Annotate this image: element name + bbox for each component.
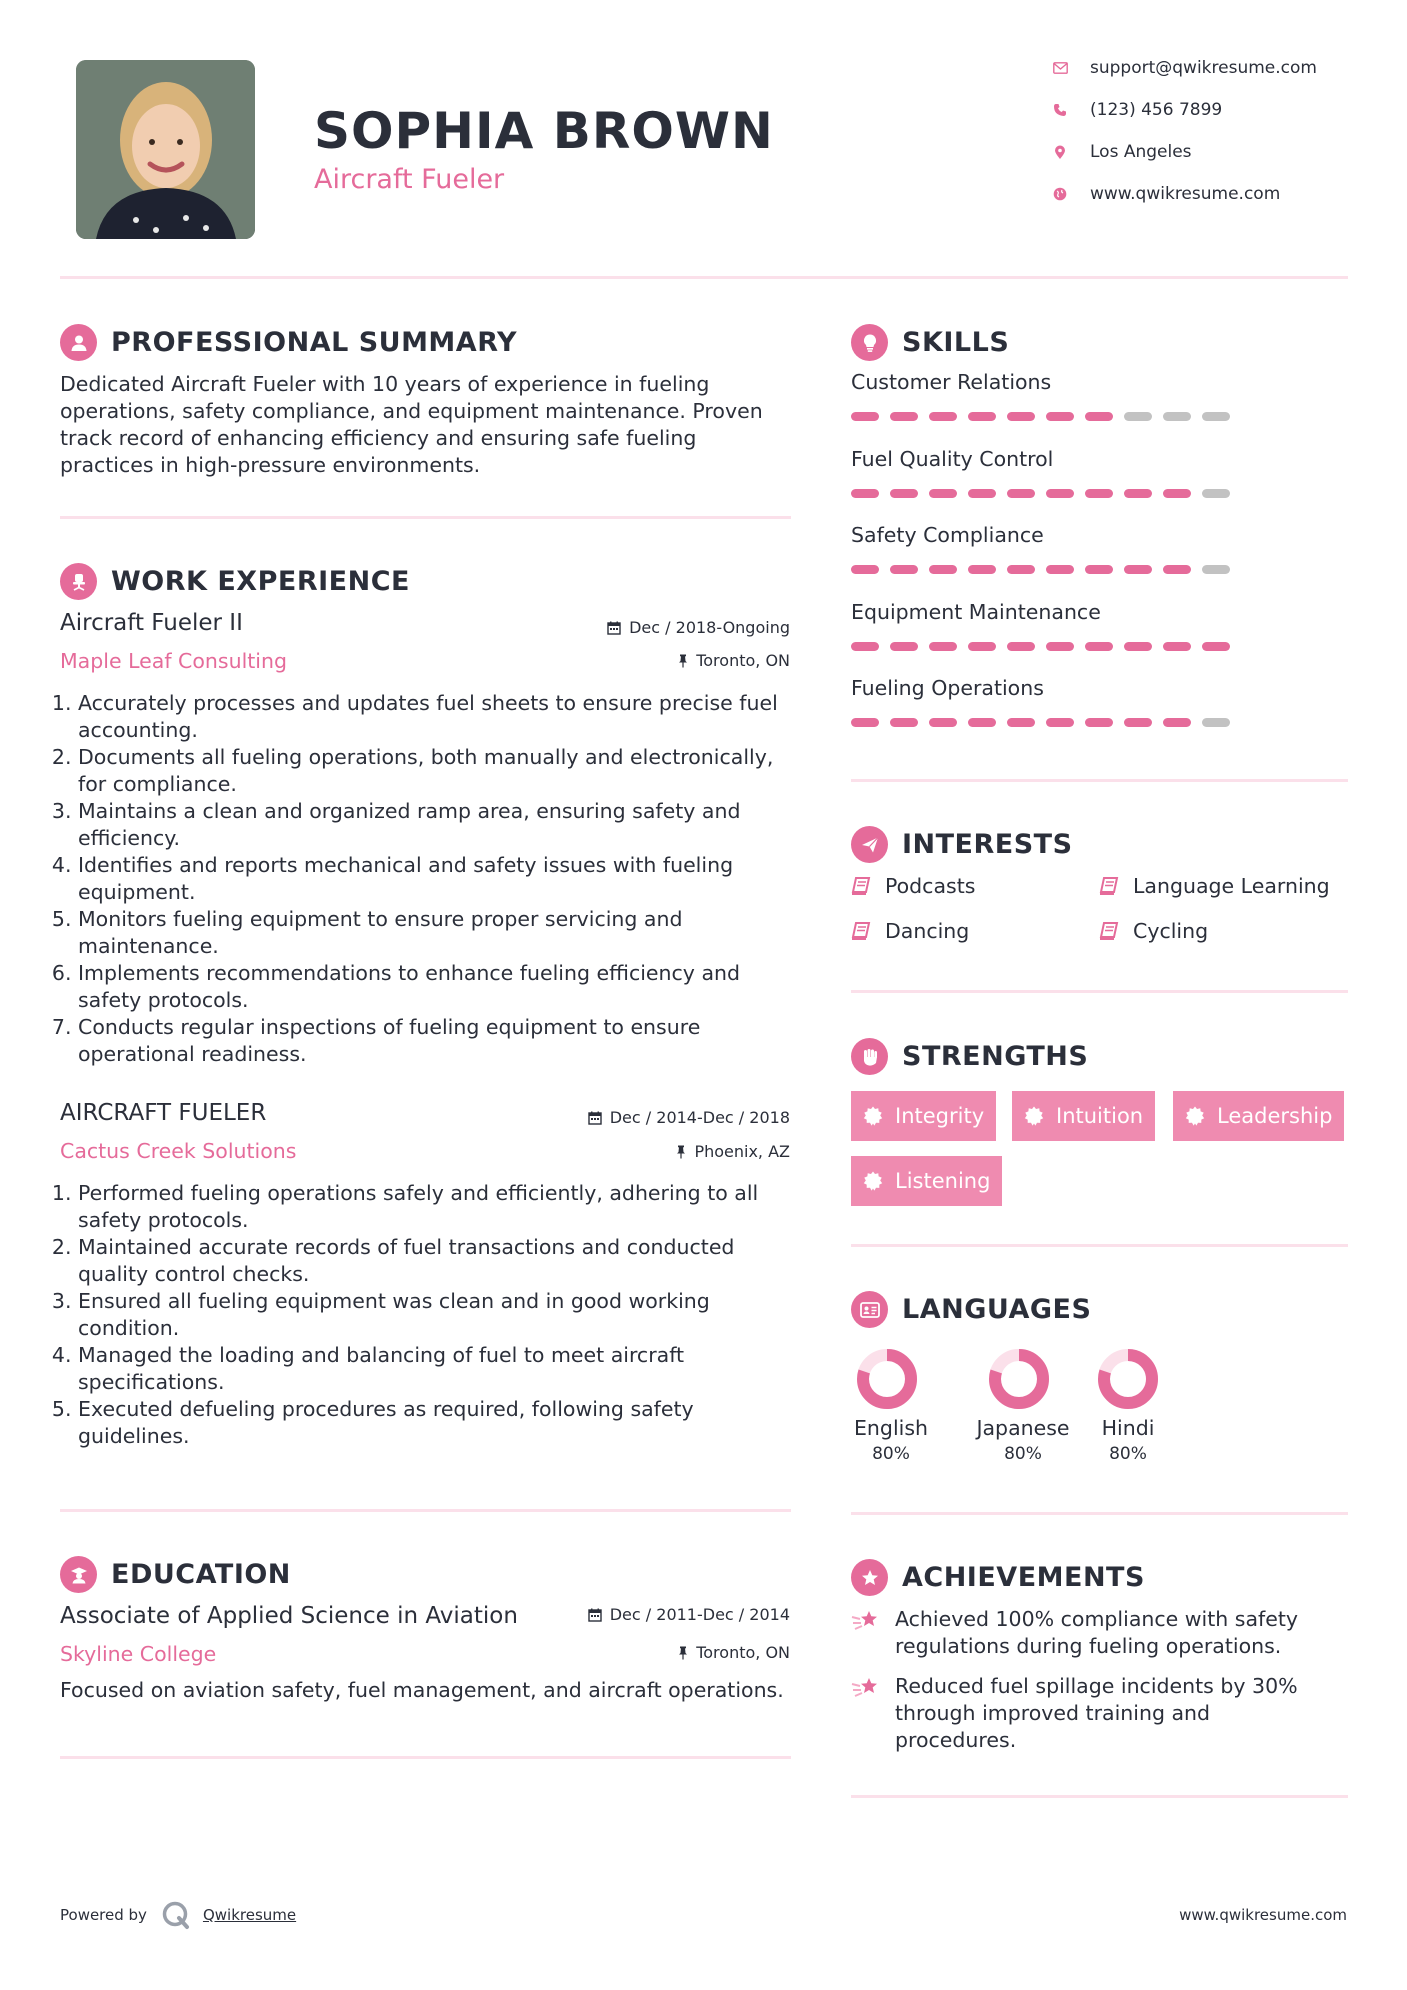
skill-name: Customer Relations [851, 370, 1052, 394]
badge-icon [1185, 1106, 1205, 1126]
achievement-item [851, 1673, 1321, 1754]
skill-dash-filled [1202, 642, 1230, 651]
candidate-name: SOPHIA BROWN [314, 102, 774, 160]
strength-label: Listening [895, 1169, 991, 1193]
summary-line: practices in high-pressure environments. [60, 453, 481, 477]
education-degree: Associate of Applied Science in Aviation [60, 1603, 518, 1629]
person-icon [60, 324, 97, 361]
contact-website-text[interactable]: www.qwikresume.com [1090, 184, 1281, 204]
id-card-icon [851, 1291, 888, 1328]
shooting-star-icon [851, 1609, 881, 1660]
interests-heading [851, 826, 1073, 863]
achievements-divider [851, 1795, 1348, 1798]
paper-plane-icon [851, 826, 888, 863]
language-name: English [853, 1416, 929, 1440]
education-divider [60, 1756, 791, 1759]
education-location-text: Toronto, ON [696, 1643, 790, 1662]
duty-item: 7. Conducts regular inspections of fueling equipment to ensure operational readiness. [78, 1014, 800, 1068]
job-2-location-text: Phoenix, AZ [694, 1142, 790, 1161]
duty-item: 3. Maintains a clean and organized ramp area, ensuring safety and efficiency. [78, 798, 800, 852]
language-percent: 80% [1004, 1444, 1042, 1464]
interest-item [851, 874, 975, 898]
skill-dash-filled [890, 565, 918, 574]
skills-heading [851, 324, 1009, 361]
language-item [1100, 1346, 1156, 1464]
duty-item: 2. Maintained accurate records of fuel transactions and conducted quality control checks. [78, 1234, 800, 1288]
duty-item: 1. Performed fueling operations safely and efficiently, adhering to all safety protocols. [78, 1180, 800, 1234]
skill-dash-empty [1202, 718, 1230, 727]
skill-dash-filled [929, 718, 957, 727]
language-percent: 80% [1109, 1444, 1147, 1464]
lightbulb-icon [851, 324, 888, 361]
pushpin-icon [676, 1145, 686, 1159]
skill-dash-filled [890, 489, 918, 498]
language-name: Hindi [1101, 1416, 1155, 1440]
skill-dash-filled [968, 565, 996, 574]
strength-label: Integrity [895, 1104, 985, 1128]
strength-chip [851, 1156, 1002, 1206]
raised-fist-icon [851, 1038, 888, 1075]
interests-heading-label: INTERESTS [902, 829, 1073, 860]
interests-divider [851, 990, 1348, 993]
job-2-company: Cactus Creek Solutions [60, 1139, 297, 1163]
job-2-location [676, 1142, 790, 1161]
badge-icon [863, 1171, 883, 1191]
skill-dash-empty [1202, 489, 1230, 498]
interest-label: Dancing [885, 919, 970, 943]
strength-chip [1012, 1091, 1155, 1141]
skill-dash-filled [1007, 642, 1035, 651]
skill-dash-filled [1046, 565, 1074, 574]
skill-dash-filled [1085, 718, 1113, 727]
job-2-role: AIRCRAFT FUELER [60, 1100, 267, 1126]
interest-item [1099, 919, 1208, 943]
strength-chip [851, 1091, 996, 1141]
skill-dash-filled [929, 489, 957, 498]
job-1-dates [607, 618, 790, 637]
skill-dash-filled [1085, 412, 1113, 421]
skill-dash-filled [1007, 718, 1035, 727]
skill-dash-filled [1163, 718, 1191, 727]
interest-label: Language Learning [1133, 874, 1330, 898]
strength-label: Intuition [1056, 1104, 1144, 1128]
achievement-line: Reduced fuel spillage incidents by 30% [895, 1674, 1298, 1698]
education-dates [588, 1605, 790, 1624]
skill-dash-filled [968, 642, 996, 651]
job-2-dates [588, 1108, 790, 1127]
badge-icon [863, 1106, 883, 1126]
skill-dash-filled [890, 718, 918, 727]
achievements-heading [851, 1559, 1145, 1596]
skill-row [851, 370, 1241, 421]
education-dates-text: Dec / 2011-Dec / 2014 [609, 1605, 790, 1624]
language-gauge [983, 1346, 1063, 1412]
skill-dash-filled [1124, 642, 1152, 651]
skill-rating-bar [851, 642, 1241, 651]
skill-dash-filled [968, 489, 996, 498]
job-2-duties [60, 1180, 800, 1450]
shooting-star-icon [851, 1676, 881, 1754]
education-heading [60, 1556, 291, 1593]
skill-name: Equipment Maintenance [851, 599, 1101, 624]
languages-divider [851, 1512, 1348, 1515]
languages-heading [851, 1291, 1091, 1328]
education-heading-label: EDUCATION [111, 1559, 291, 1590]
office-chair-icon [60, 563, 97, 600]
education-school: Skyline College [60, 1642, 217, 1666]
pushpin-icon [678, 654, 688, 668]
header-divider [60, 276, 1348, 279]
skill-row [851, 676, 1241, 727]
skill-dash-filled [1124, 565, 1152, 574]
summary-line: track record of enhancing efficiency and ensuring safe fueling [60, 426, 697, 450]
strengths-heading-label: STRENGTHS [902, 1041, 1089, 1072]
job-1-dates-text: Dec / 2018-Ongoing [629, 618, 790, 637]
skill-dash-empty [1163, 412, 1191, 421]
qwikresume-logo-icon [161, 1900, 191, 1930]
achievement-line: through improved training and [895, 1701, 1211, 1725]
skill-dash-filled [1007, 565, 1035, 574]
skill-dash-filled [1163, 489, 1191, 498]
skill-dash-filled [968, 718, 996, 727]
strengths-heading [851, 1038, 1088, 1075]
map-pin-icon [1052, 144, 1068, 160]
skill-row [851, 523, 1241, 574]
contact-email [1052, 58, 1317, 78]
job-2-dates-text: Dec / 2014-Dec / 2018 [609, 1108, 790, 1127]
duty-item: 6. Implements recommendations to enhance fueling efficiency and safety protocols. [78, 960, 800, 1014]
achievement-line: regulations during fueling operations. [895, 1634, 1282, 1658]
strength-chip [1173, 1091, 1344, 1141]
skill-dash-filled [1046, 642, 1074, 651]
book-icon [1099, 922, 1119, 940]
duty-item: 4. Managed the loading and balancing of fuel to meet aircraft specifications. [78, 1342, 800, 1396]
contact-website [1052, 184, 1280, 204]
skill-dash-filled [1124, 489, 1152, 498]
skill-name: Fuel Quality Control [851, 446, 1054, 471]
skill-dash-filled [851, 489, 879, 498]
job-1-role: Aircraft Fueler II [60, 610, 243, 636]
globe-icon [1052, 186, 1068, 202]
book-icon [1099, 877, 1119, 895]
calendar-icon [588, 1608, 602, 1622]
profile-photo [76, 60, 255, 239]
achievement-item [851, 1606, 1321, 1660]
qwikresume-link[interactable]: Qwikresume [202, 1906, 297, 1924]
skill-dash-filled [851, 718, 879, 727]
skill-dash-empty [1202, 565, 1230, 574]
duty-item: 5. Executed defueling procedures as required, following safety guidelines. [78, 1396, 800, 1450]
skill-dash-filled [1124, 718, 1152, 727]
footer-website[interactable]: www.qwikresume.com [1179, 1906, 1347, 1924]
summary-heading [60, 324, 517, 361]
skill-rating-bar [851, 565, 1241, 574]
skill-dash-filled [929, 642, 957, 651]
skill-rating-bar [851, 718, 1241, 727]
summary-line: operations, safety compliance, and equipment maintenance. Proven [60, 399, 763, 423]
interest-label: Podcasts [885, 874, 976, 898]
language-gauge [1092, 1346, 1172, 1412]
skill-name: Safety Compliance [851, 523, 1044, 547]
skill-dash-filled [1046, 718, 1074, 727]
job-1-location [678, 651, 790, 670]
skill-rating-bar [851, 412, 1241, 421]
languages-heading-label: LANGUAGES [902, 1294, 1092, 1325]
summary-heading-label: PROFESSIONAL SUMMARY [111, 327, 518, 358]
contact-email-text[interactable]: support@qwikresume.com [1090, 58, 1317, 78]
language-name: Japanese [976, 1416, 1070, 1440]
skill-dash-filled [851, 412, 879, 421]
badge-icon [1024, 1106, 1044, 1126]
envelope-icon [1052, 60, 1068, 76]
summary-text [60, 371, 800, 479]
skill-dash-empty [1202, 412, 1230, 421]
duty-item: 2. Documents all fueling operations, both manually and electronically, for compliance. [78, 744, 800, 798]
skill-rating-bar [851, 489, 1241, 498]
skill-name: Fueling Operations [851, 676, 1044, 700]
powered-by-text: Powered by [60, 1906, 147, 1924]
interest-label: Cycling [1133, 919, 1209, 943]
skills-heading-label: SKILLS [902, 327, 1010, 358]
calendar-icon [607, 621, 621, 635]
contact-phone [1052, 100, 1222, 120]
summary-divider [60, 516, 791, 519]
language-gauge [851, 1346, 931, 1412]
strength-label: Leadership [1217, 1104, 1333, 1128]
achievements-heading-label: ACHIEVEMENTS [902, 1562, 1145, 1593]
skill-dash-empty [1124, 412, 1152, 421]
duty-item: 4. Identifies and reports mechanical and safety issues with fueling equipment. [78, 852, 800, 906]
contact-location-text: Los Angeles [1090, 142, 1192, 162]
book-icon [851, 877, 871, 895]
language-item [968, 1346, 1078, 1464]
interest-item [1099, 874, 1330, 898]
skill-dash-filled [968, 412, 996, 421]
skill-dash-filled [1007, 489, 1035, 498]
experience-divider [60, 1509, 791, 1512]
achievement-line: procedures. [895, 1728, 1017, 1752]
skill-dash-filled [1163, 642, 1191, 651]
skill-dash-filled [1007, 412, 1035, 421]
skill-dash-filled [1046, 412, 1074, 421]
graduate-icon [60, 1556, 97, 1593]
skill-dash-filled [890, 642, 918, 651]
skill-row [851, 600, 1241, 651]
skill-dash-filled [1085, 642, 1113, 651]
phone-icon [1052, 102, 1068, 118]
duty-item: 5. Monitors fueling equipment to ensure proper servicing and maintenance. [78, 906, 800, 960]
experience-heading [60, 563, 410, 600]
education-location [678, 1643, 790, 1662]
skill-dash-filled [1085, 565, 1113, 574]
calendar-icon [588, 1111, 602, 1125]
skill-dash-filled [1085, 489, 1113, 498]
star-badge-icon [851, 1559, 888, 1596]
duty-item: 1. Accurately processes and updates fuel sheets to ensure precise fuel accounting. [78, 690, 800, 744]
book-icon [851, 922, 871, 940]
candidate-job-title: Aircraft Fueler [314, 164, 505, 195]
skill-dash-filled [890, 412, 918, 421]
contact-location [1052, 142, 1192, 162]
experience-heading-label: WORK EXPERIENCE [111, 566, 410, 597]
skill-dash-filled [851, 642, 879, 651]
education-description: Focused on aviation safety, fuel management, and aircraft operations. [60, 1678, 784, 1702]
skill-dash-filled [929, 412, 957, 421]
language-item [851, 1346, 931, 1464]
skills-divider [851, 779, 1348, 782]
footer-powered-by [60, 1900, 296, 1930]
job-1-company: Maple Leaf Consulting [60, 649, 288, 673]
duty-item: 3. Ensured all fueling equipment was clean and in good working condition. [78, 1288, 800, 1342]
strengths-divider [851, 1244, 1348, 1247]
skill-dash-filled [851, 565, 879, 574]
skill-dash-filled [1163, 565, 1191, 574]
job-1-location-text: Toronto, ON [696, 651, 790, 670]
skill-dash-filled [929, 565, 957, 574]
skill-row [851, 447, 1241, 498]
interest-item [851, 919, 969, 943]
summary-line: Dedicated Aircraft Fueler with 10 years of experience in fueling [60, 372, 710, 396]
job-1-duties [60, 690, 800, 1068]
pushpin-icon [678, 1646, 688, 1660]
language-percent: 80% [872, 1444, 910, 1464]
contact-phone-text: (123) 456 7899 [1090, 100, 1223, 120]
achievement-line: Achieved 100% compliance with safety [895, 1607, 1299, 1631]
skill-dash-filled [1046, 489, 1074, 498]
